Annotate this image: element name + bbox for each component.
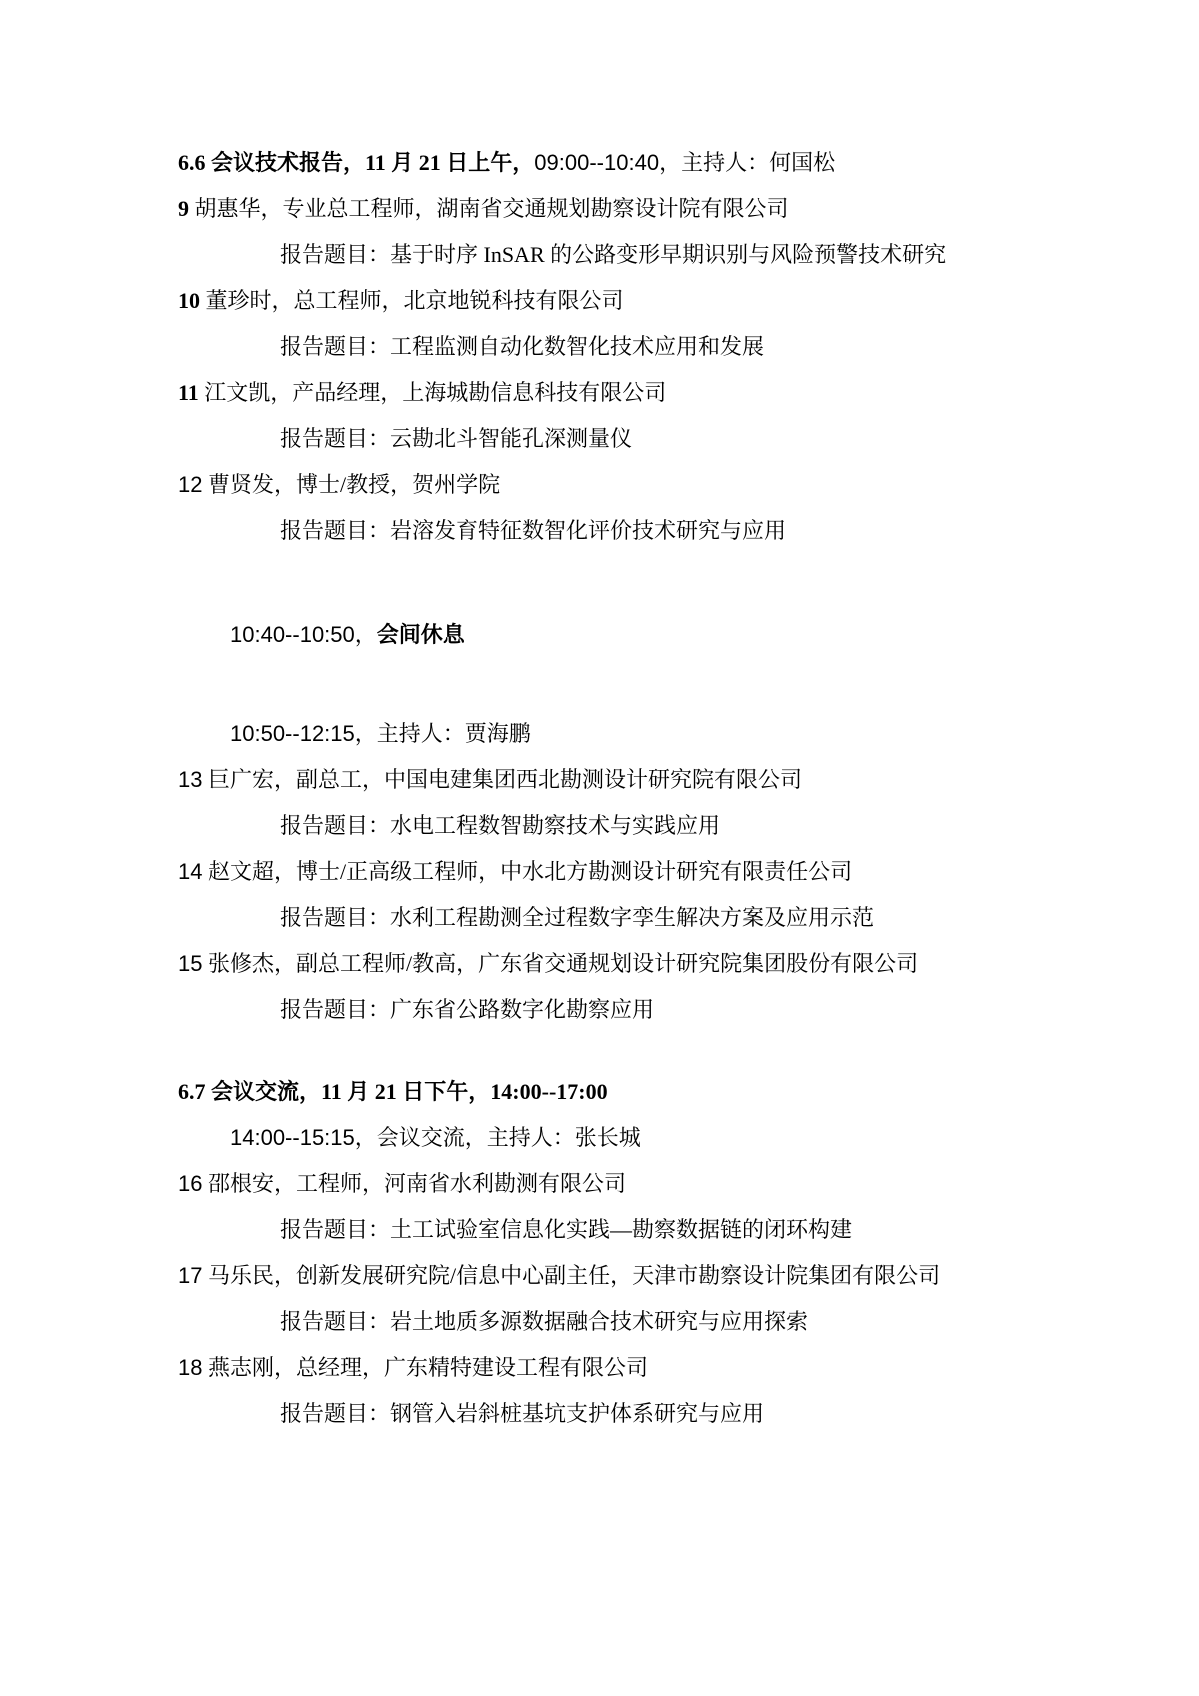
report-title-9 xyxy=(280,232,1139,278)
speaker-line-10-segment-0: 10 xyxy=(178,288,200,313)
session-chair-line-afternoon-segment-0: 14:00--15:15 xyxy=(230,1125,355,1150)
speaker-line-17-segment-1: 马乐民，创新发展研究院/信息中心副主任，天津市勘察设计院集团有限公司 xyxy=(202,1263,941,1288)
speaker-line-18-segment-0: 18 xyxy=(178,1355,203,1380)
break-line-segment-1: ， xyxy=(354,622,377,647)
report-title-15-segment-0: 报告题目：广东省公路数字化勘察应用 xyxy=(280,997,655,1022)
session-chair-line-morning-2-segment-0: 10:50--12:15 xyxy=(230,721,355,746)
report-title-17 xyxy=(280,1299,1139,1345)
session-chair-line-morning-2 xyxy=(230,711,1139,757)
speaker-line-15 xyxy=(178,941,1139,987)
speaker-line-13-segment-1: 巨广宏，副总工，中国电建集团西北勘测设计研究院有限公司 xyxy=(202,767,802,792)
report-title-10 xyxy=(280,324,1139,370)
report-title-16 xyxy=(280,1207,1139,1253)
heading-section-6-7-segment-0: 6.7 会议交流，11 月 21 日下午，14:00--17:00 xyxy=(178,1079,608,1104)
session-chair-line-afternoon xyxy=(230,1115,1139,1161)
speaker-line-14-segment-1: 赵文超，博士/正高级工程师，中水北方勘测设计研究有限责任公司 xyxy=(202,859,853,884)
speaker-line-12 xyxy=(178,462,1139,508)
speaker-line-16 xyxy=(178,1161,1139,1207)
heading-section-6-6 xyxy=(178,140,1139,186)
session-chair-line-afternoon-segment-1: ，会议交流，主持人：张长城 xyxy=(354,1125,641,1150)
heading-section-6-6-segment-1: 09:00--10:40 xyxy=(534,150,660,175)
speaker-line-18-segment-1: 燕志刚，总经理，广东精特建设工程有限公司 xyxy=(202,1355,648,1380)
speaker-line-11 xyxy=(178,370,1139,416)
report-title-15 xyxy=(280,987,1139,1033)
report-title-11-segment-0: 报告题目：云勘北斗智能孔深测量仪 xyxy=(280,426,633,451)
speaker-line-18 xyxy=(178,1345,1139,1391)
speaker-line-11-segment-1: 江文凯，产品经理，上海城勘信息科技有限公司 xyxy=(198,380,667,405)
speaker-line-17 xyxy=(178,1253,1139,1299)
heading-section-6-6-segment-0: 6.6 会议技术报告，11 月 21 日上午， xyxy=(178,150,535,175)
speaker-line-17-segment-0: 17 xyxy=(178,1263,203,1288)
speaker-line-10 xyxy=(178,278,1139,324)
speaker-line-12-segment-0: 12 xyxy=(178,472,203,497)
break-line xyxy=(230,612,1139,658)
speaker-line-16-segment-0: 16 xyxy=(178,1171,203,1196)
heading-section-6-6-segment-2: ，主持人：何国松 xyxy=(659,150,836,175)
speaker-line-14-segment-0: 14 xyxy=(178,859,203,884)
session-chair-line-morning-2-segment-1: ，主持人：贾海鹏 xyxy=(354,721,531,746)
speaker-line-13-segment-0: 13 xyxy=(178,767,203,792)
report-title-17-segment-0: 报告题目：岩土地质多源数据融合技术研究与应用探索 xyxy=(280,1309,809,1334)
report-title-9-segment-0: 报告题目：基于时序 InSAR 的公路变形早期识别与风险预警技术研究 xyxy=(280,242,947,267)
report-title-16-segment-0: 报告题目：土工试验室信息化实践—勘察数据链的闭环构建 xyxy=(280,1217,853,1242)
report-title-12 xyxy=(280,508,1139,554)
heading-section-6-7 xyxy=(178,1069,1139,1115)
report-title-13 xyxy=(280,803,1139,849)
break-line-segment-0: 10:40--10:50 xyxy=(230,622,355,647)
speaker-line-10-segment-1: 董珍时，总工程师，北京地锐科技有限公司 xyxy=(200,288,624,313)
report-title-12-segment-0: 报告题目：岩溶发育特征数智化评价技术研究与应用 xyxy=(280,518,787,543)
report-title-14 xyxy=(280,895,1139,941)
speaker-line-15-segment-1: 张修杰，副总工程师/教高，广东省交通规划设计研究院集团股份有限公司 xyxy=(202,951,919,976)
report-title-18-segment-0: 报告题目：钢管入岩斜桩基坑支护体系研究与应用 xyxy=(280,1401,765,1426)
speaker-line-9 xyxy=(178,186,1139,232)
break-line-segment-2: 会间休息 xyxy=(376,622,465,647)
report-title-11 xyxy=(280,416,1139,462)
speaker-line-12-segment-1: 曹贤发，博士/教授，贺州学院 xyxy=(202,472,501,497)
speaker-line-9-segment-1: 胡惠华，专业总工程师，湖南省交通规划勘察设计院有限公司 xyxy=(189,196,789,221)
speaker-line-15-segment-0: 15 xyxy=(178,951,203,976)
speaker-line-11-segment-0: 11 xyxy=(178,380,199,405)
report-title-13-segment-0: 报告题目：水电工程数智勘察技术与实践应用 xyxy=(280,813,721,838)
document-content xyxy=(178,140,1139,1437)
speaker-line-16-segment-1: 邵根安，工程师，河南省水利勘测有限公司 xyxy=(202,1171,626,1196)
speaker-line-13 xyxy=(178,757,1139,803)
speaker-line-14 xyxy=(178,849,1139,895)
speaker-line-9-segment-0: 9 xyxy=(178,196,189,221)
report-title-10-segment-0: 报告题目：工程监测自动化数智化技术应用和发展 xyxy=(280,334,765,359)
report-title-18 xyxy=(280,1391,1139,1437)
report-title-14-segment-0: 报告题目：水利工程勘测全过程数字孪生解决方案及应用示范 xyxy=(280,905,875,930)
